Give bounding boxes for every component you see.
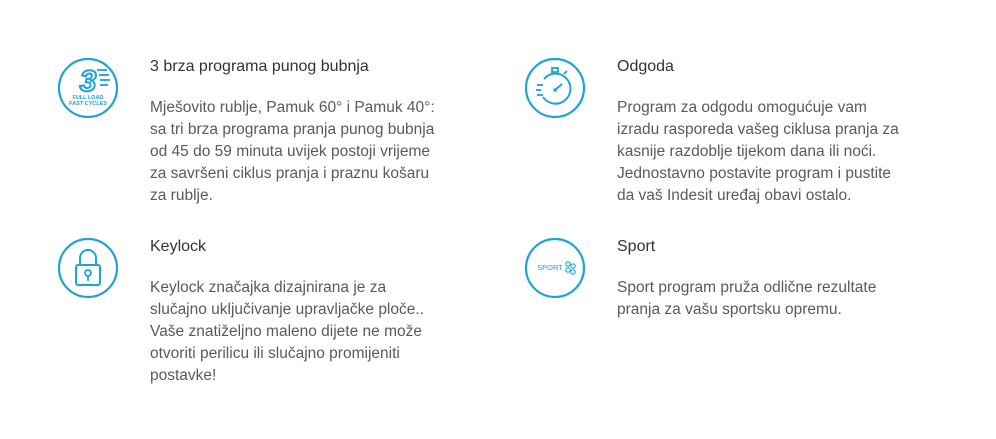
feature-title: Odgoda	[617, 58, 674, 75]
feature-title: Sport	[617, 238, 656, 255]
icon-label: SPORT	[537, 263, 563, 272]
feature-description: Mješovito rublje, Pamuk 60° i Pamuk 40°: sa tri brza programa pranja punog bubnja od 45 do 59 minuta uvijek postoji vrijeme za savršeni ciklus pranja i praznu košaru za rublje.	[150, 99, 435, 204]
icon-label-bottom: FAST CYCLES	[69, 101, 107, 107]
full-load-fast-cycles-icon	[57, 57, 119, 119]
icon-label-top: FULL LOAD	[72, 95, 104, 101]
feature-title: 3 brza programa punog bubnja	[150, 58, 369, 75]
feature-title: Keylock	[150, 238, 207, 255]
sport-icon	[524, 237, 586, 299]
feature-description: Sport program pruža odlične rezultate pranja za vašu sportsku opremu.	[617, 279, 877, 318]
stopwatch-delay-icon	[524, 57, 586, 119]
feature-description: Keylock značajka dizajnirana je za slučajno uključivanje upravljačke ploče.. Vaše znatiželjno maleno dijete ne može otvoriti perilicu ili slučajno promijeniti postavke!	[150, 279, 424, 384]
feature-description: Program za odgodu omogućuje vam izradu rasporeda vašeg ciklusa pranja za kasnije razdoblje tijekom dana ili noći. Jednostavno postavite program i pustite da vaš Indesit uređaj obavi ostalo.	[617, 99, 899, 204]
padlock-icon	[57, 237, 119, 299]
svg-text:3: 3	[79, 65, 97, 98]
